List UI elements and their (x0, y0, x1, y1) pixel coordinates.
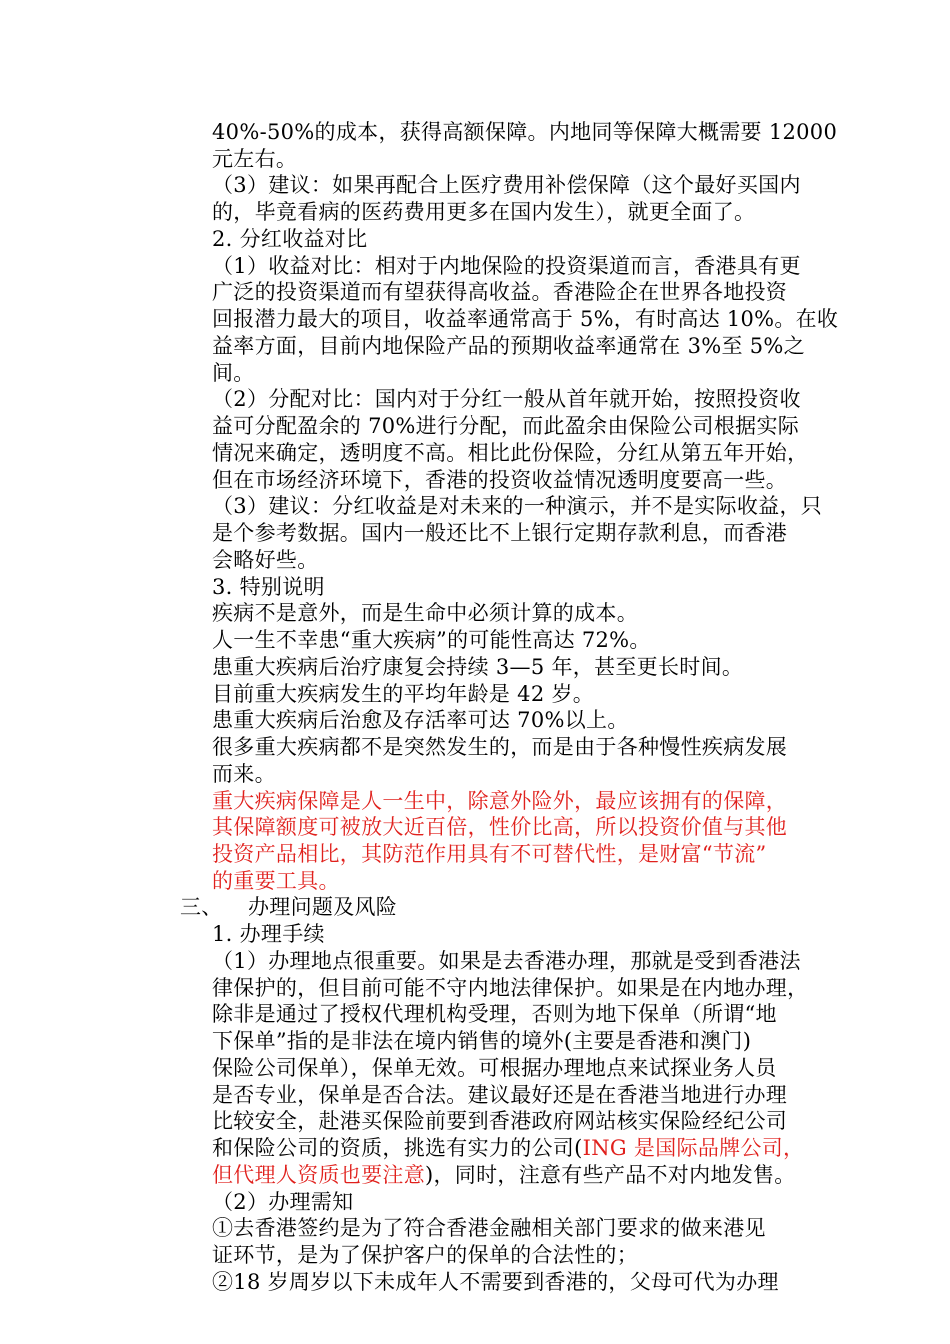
text-line: 疾病不是意外，而是生命中必须计算的成本。 (212, 601, 638, 625)
subheading: （2）办理需知 (212, 1190, 354, 1214)
text-line: 律保护的，但目前可能不守内地法律保护。如果是在内地办理， (212, 976, 809, 1000)
text-line: 人一生不幸患“重大疾病”的可能性高达 72%。 (212, 628, 651, 652)
text-line: 是个参考数据。国内一般还比不上银行定期存款利息，而香港 (212, 521, 788, 545)
text-line: 元左右。 (212, 147, 298, 171)
text-line: 但在市场经济环境下，香港的投资收益情况透明度要高一些。 (212, 468, 788, 492)
text-span: )，同时，注意有些产品不对内地发售。 (425, 1163, 796, 1187)
text-line: 的，毕竟看病的医药费用更多在国内发生），就更全面了。 (212, 200, 756, 224)
text-line: 保险公司保单），保单无效。可根据办理地点来试探业务人员 (212, 1056, 777, 1080)
subheading: 2. 分红收益对比 (212, 227, 368, 251)
text-line: 益可分配盈余的 70%进行分配，而此盈余由保险公司根据实际 (212, 414, 800, 438)
section-number: 三、 (180, 895, 223, 919)
text-line: 是否专业，保单是否合法。建议最好还是在香港当地进行办理 (212, 1083, 788, 1107)
highlight-line: 的重要工具。 (212, 869, 340, 893)
text-line: （1）收益对比：相对于内地保险的投资渠道而言，香港具有更 (212, 254, 801, 278)
text-line: 回报潜力最大的项目，收益率通常高于 5%，有时高达 10%。在收 (212, 307, 839, 331)
text-span: 和保险公司的资质，挑选有实力的公司( (212, 1136, 583, 1160)
text-line: 证环节，是为了保护客户的保单的合法性的； (212, 1243, 638, 1267)
subheading: 1. 办理手续 (212, 922, 325, 946)
mixed-line (212, 1161, 796, 1189)
text-line: 40%-50%的成本，获得高额保障。内地同等保障大概需要 12000 (212, 120, 838, 144)
text-line: 除非是通过了授权代理机构受理，否则为地下保单（所谓“地 (212, 1002, 777, 1026)
section-title: 办理问题及风险 (248, 895, 398, 919)
highlight-span: ING 是国际品牌公司， (582, 1136, 805, 1160)
mixed-line (212, 1134, 804, 1162)
text-line: （3）建议：分红收益是对未来的一种演示，并不是实际收益，只 (212, 494, 823, 518)
highlight-span: 但代理人资质也要注意 (212, 1163, 425, 1187)
text-line: ①去香港签约是为了符合香港金融相关部门要求的做来港见 (212, 1216, 766, 1240)
highlight-line: 其保障额度可被放大近百倍，性价比高，所以投资价值与其他 (212, 815, 788, 839)
text-line: （3）建议：如果再配合上医疗费用补偿保障（这个最好买国内 (212, 173, 801, 197)
text-line: 间。 (212, 361, 255, 385)
section-heading (180, 893, 398, 921)
text-line: 下保单”指的是非法在境内销售的境外(主要是香港和澳门) (212, 1029, 752, 1053)
text-line: 目前重大疾病发生的平均年龄是 42 岁。 (212, 682, 595, 706)
text-line: 患重大疾病后治疗康复会持续 3—5 年，甚至更长时间。 (212, 655, 744, 679)
text-line: 会略好些。 (212, 548, 319, 572)
subheading: 3. 特别说明 (212, 575, 325, 599)
text-line: 情况来确定，透明度不高。相比此份保险，分红从第五年开始， (212, 441, 809, 465)
text-line: （2）分配对比：国内对于分红一般从首年就开始，按照投资收 (212, 387, 801, 411)
highlight-line: 重大疾病保障是人一生中，除意外险外，最应该拥有的保障， (212, 789, 788, 813)
text-line: 益率方面，目前内地保险产品的预期收益率通常在 3%至 5%之 (212, 334, 805, 358)
highlight-line: 投资产品相比，其防范作用具有不可替代性，是财富“节流” (212, 842, 767, 866)
text-line: 广泛的投资渠道而有望获得高收益。香港险企在世界各地投资 (212, 280, 788, 304)
text-line: 比较安全，赴港买保险前要到香港政府网站核实保险经纪公司 (212, 1109, 788, 1133)
text-line: ②18 岁周岁以下未成年人不需要到香港的，父母可代为办理 (212, 1270, 779, 1294)
text-line: 患重大疾病后治愈及存活率可达 70%以上。 (212, 708, 629, 732)
text-line: 很多重大疾病都不是突然发生的，而是由于各种慢性疾病发展 (212, 735, 788, 759)
text-line: 而来。 (212, 762, 276, 786)
text-line: （1）办理地点很重要。如果是去香港办理，那就是受到香港法 (212, 949, 801, 973)
